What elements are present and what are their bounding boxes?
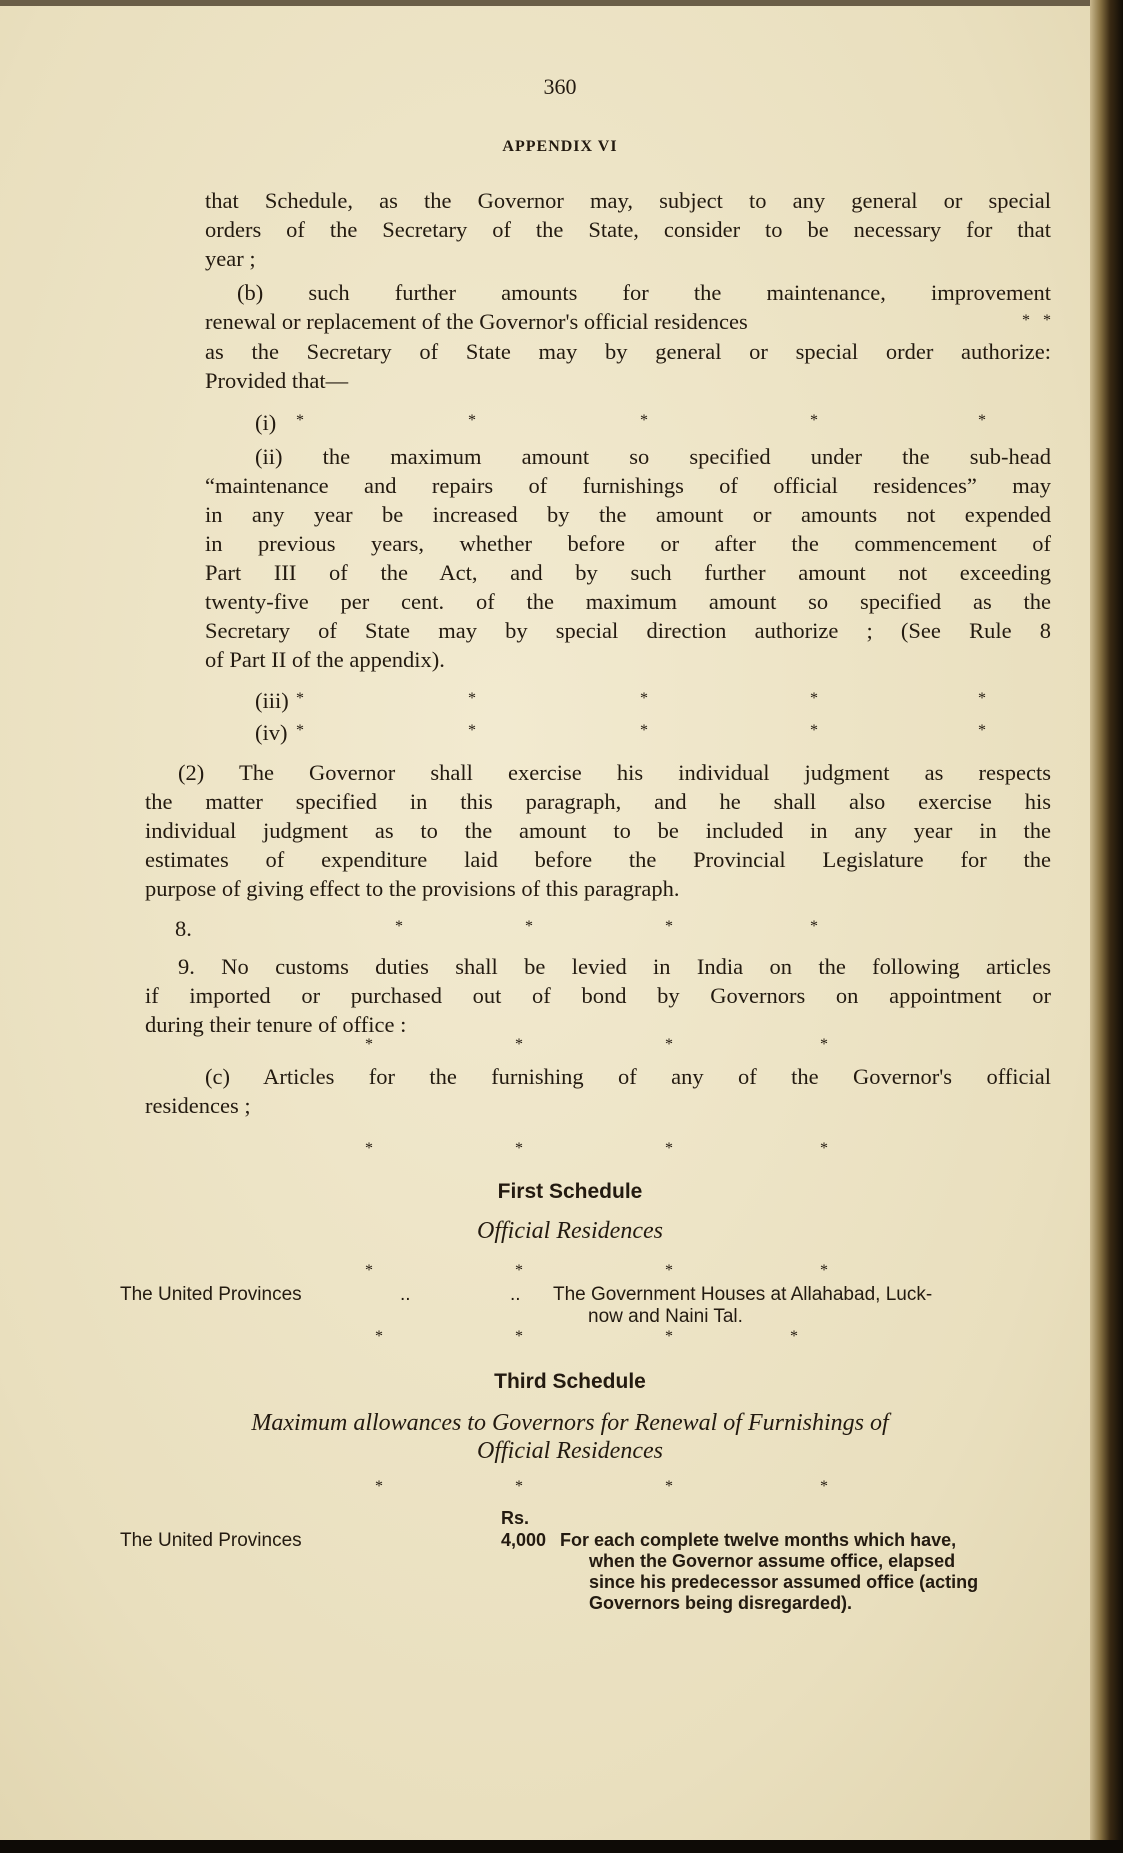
item-i-label: (i) [255, 410, 277, 435]
omission-mark: * [365, 1140, 373, 1157]
omission-mark: * [515, 1140, 523, 1157]
para-a-line-2: orders of the Secretary of the State, consider to be necessary for that [205, 217, 1051, 242]
third-schedule-subtitle-line-2: Official Residences [477, 1438, 663, 1464]
item-ii-line-3: in any year be increased by the amount or amounts not expended [205, 502, 1051, 527]
page-top-edge [0, 0, 1123, 6]
para-a-line-1: that Schedule, as the Governor may, subject to any general or special [205, 188, 1051, 213]
para-9-line-2: if imported or purchased out of bond by Governors on appointment or [145, 983, 1051, 1008]
omission-mark: * [810, 412, 818, 429]
para-c-line-2: residences ; [145, 1093, 251, 1118]
omission-mark: * [365, 1036, 373, 1053]
item-ii-line-6: twenty-five per cent. of the maximum amount so specified as the [205, 589, 1051, 614]
para-b-line-1: (b) such further amounts for the maintenance, improvement [237, 280, 1051, 305]
page-bottom-edge [0, 1840, 1123, 1853]
omission-mark: * [820, 1140, 828, 1157]
omission-mark: * [525, 918, 533, 935]
para-9-line-3: during their tenure of office : [145, 1012, 407, 1037]
omission-mark: * [515, 1262, 523, 1279]
omission-mark: * [468, 412, 476, 429]
item-ii-line-1: (ii) the maximum amount so specified under the sub-head [255, 444, 1051, 469]
item-ii-line-4: in previous years, whether before or after the commencement of [205, 531, 1051, 556]
omission-mark: * [296, 722, 304, 739]
item-ii-line-5: Part III of the Act, and by such further amount not exceeding [205, 560, 1051, 585]
omission-mark: * [515, 1328, 523, 1345]
omission-mark: * [1043, 312, 1051, 329]
omission-mark: * [665, 1262, 673, 1279]
third-schedule-desc-line-1: For each complete twelve months which have, [560, 1530, 957, 1550]
para-b-line-2: renewal or replacement of the Governor's official residences [205, 309, 748, 334]
para-b-line-4: Provided that— [205, 368, 349, 393]
running-head: APPENDIX VI [502, 138, 618, 155]
currency-header: Rs. [501, 1508, 530, 1528]
third-schedule-desc-line-3: since his predecessor assumed office (acting [589, 1572, 979, 1592]
omission-mark: * [820, 1478, 828, 1495]
omission-mark: * [665, 1478, 673, 1495]
omission-mark: * [665, 1140, 673, 1157]
leader-dots: .. [400, 1284, 411, 1305]
first-schedule-province: The United Provinces [120, 1284, 302, 1305]
first-schedule-title: First Schedule [497, 1180, 643, 1203]
omission-mark: * [365, 1262, 373, 1279]
item-iii-label: (iii) [255, 688, 289, 713]
omission-mark: * [515, 1036, 523, 1053]
para-b-line-3: as the Secretary of State may by general or special order authorize: [205, 339, 1051, 364]
omission-mark: * [375, 1328, 383, 1345]
para-2-line-3: individual judgment as to the amount to be included in any year in the [145, 818, 1051, 843]
omission-mark: * [296, 412, 304, 429]
item-ii-line-7: Secretary of State may by special direction authorize ; (See Rule 8 [205, 618, 1051, 643]
omission-mark: * [640, 412, 648, 429]
omission-mark: * [468, 690, 476, 707]
item-ii-line-2: “maintenance and repairs of furnishings of official residences” may [205, 473, 1051, 498]
allowance-amount: 4,000 [501, 1530, 547, 1550]
third-schedule-desc-line-4: Governors being disregarded). [589, 1593, 853, 1613]
omission-mark: * [978, 722, 986, 739]
para-2-line-2: the matter specified in this paragraph, and he shall also exercise his [145, 789, 1051, 814]
item-ii-line-8: of Part II of the appendix). [205, 647, 445, 672]
omission-mark: * [665, 1328, 673, 1345]
leader-dots: .. [510, 1284, 521, 1305]
omission-mark: * [810, 722, 818, 739]
omission-mark: * [1022, 312, 1030, 329]
first-schedule-subtitle: Official Residences [477, 1218, 663, 1244]
omission-mark: * [810, 918, 818, 935]
omission-mark: * [978, 412, 986, 429]
third-schedule-province: The United Provinces [120, 1530, 302, 1551]
para-8-label: 8. [175, 916, 192, 941]
third-schedule-desc-line-2: when the Governor assume office, elapsed [589, 1551, 956, 1571]
para-2-line-1: (2) The Governor shall exercise his individual judgment as respects [178, 760, 1051, 785]
item-iv-label: (iv) [255, 720, 288, 745]
omission-mark: * [820, 1036, 828, 1053]
omission-mark: * [665, 918, 673, 935]
book-spine-edge [1090, 0, 1123, 1853]
para-2-line-4: estimates of expenditure laid before the Provincial Legislature for the [145, 847, 1051, 872]
omission-mark: * [640, 690, 648, 707]
para-9-line-1: 9. No customs duties shall be levied in India on the following articles [178, 954, 1051, 979]
omission-mark: * [978, 690, 986, 707]
omission-mark: * [820, 1262, 828, 1279]
omission-mark: * [375, 1478, 383, 1495]
first-schedule-desc-line-1: The Government Houses at Allahabad, Luck- [553, 1284, 933, 1305]
omission-mark: * [810, 690, 818, 707]
first-schedule-desc-line-2: now and Naini Tal. [588, 1306, 743, 1327]
omission-mark: * [640, 722, 648, 739]
para-c-line-1: (c) Articles for the furnishing of any of the Governor's official [205, 1064, 1051, 1089]
page-number: 360 [543, 74, 577, 99]
para-a-line-3: year ; [205, 246, 256, 271]
omission-mark: * [515, 1478, 523, 1495]
omission-mark: * [468, 722, 476, 739]
omission-mark: * [395, 918, 403, 935]
para-2-line-5: purpose of giving effect to the provisions of this paragraph. [145, 876, 680, 901]
omission-mark: * [790, 1328, 798, 1345]
third-schedule-subtitle-line-1: Maximum allowances to Governors for Renewal of Furnishings of [251, 1410, 889, 1436]
omission-mark: * [296, 690, 304, 707]
omission-mark: * [665, 1036, 673, 1053]
third-schedule-title: Third Schedule [494, 1370, 646, 1393]
